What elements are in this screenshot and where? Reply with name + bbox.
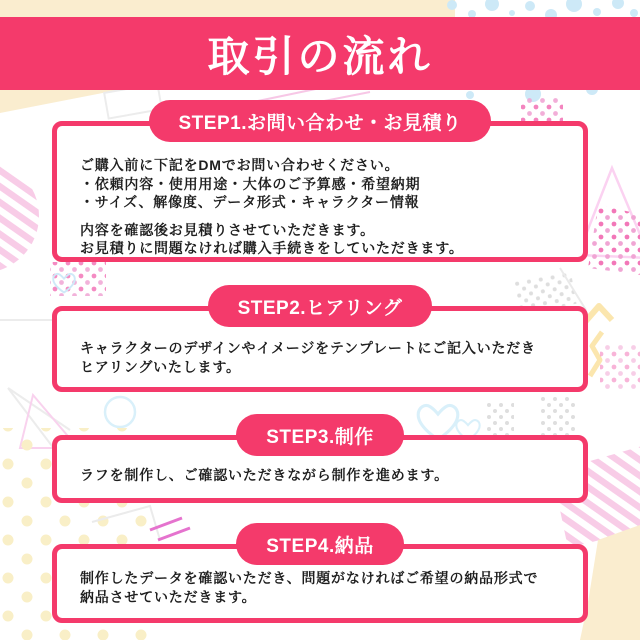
step-2-paragraph-1 — [80, 339, 569, 376]
step-1-text-line: お見積りに問題なければ購入手続きをしていただきます。 — [80, 240, 464, 256]
step-1-text-line: ・依頼内容・使用用途・大体のご予算感・希望納期 — [80, 175, 421, 192]
step-1-description-box — [52, 121, 588, 262]
step-1-text-line: ご購入前に下記をDMでお問い合わせください。 — [80, 157, 400, 173]
step-4-text-line: 納品させていただきます。 — [80, 588, 257, 605]
step-2-text-line: ヒアリングいたします。 — [80, 358, 241, 375]
step-1-label: STEP1.お問い合わせ・お見積り — [178, 112, 462, 134]
step-3-section — [52, 414, 588, 503]
step-1-paragraph-2 — [80, 221, 569, 258]
step-1-paragraph-1 — [80, 156, 569, 212]
step-3-paragraph-1 — [80, 466, 569, 485]
step-4-label: STEP4.納品 — [266, 535, 374, 557]
step-2-label: STEP2.ヒアリング — [237, 297, 403, 319]
step-1-text-line: ・サイズ、解像度、データ形式・キャラクター情報 — [80, 194, 420, 210]
step-3-text-line: ラフを制作し、ご確認いただきながら制作を進めます。 — [80, 467, 449, 483]
step-2-text-line: キャラクターのデザインやイメージをテンプレートにご記入いただき — [80, 340, 536, 356]
step-2-section — [52, 285, 588, 392]
step-4-text-line: 制作したデータを確認いただき、問題がなければご希望の納品形式で — [80, 570, 539, 586]
step-4-badge — [236, 523, 403, 565]
step-1-section — [52, 100, 588, 262]
page-title: 取引の流れ — [207, 32, 433, 80]
striped-circle-decoration — [0, 159, 39, 273]
step-4-section — [52, 523, 588, 623]
step-4-paragraph-1 — [80, 569, 569, 606]
step-1-badge — [149, 100, 492, 142]
step-3-label: STEP3.制作 — [266, 426, 374, 448]
header-banner — [0, 17, 640, 90]
step-2-badge — [208, 285, 433, 327]
step-1-text-line: 内容を確認後お見積りさせていただきます。 — [80, 221, 375, 238]
step-3-badge — [236, 414, 403, 456]
